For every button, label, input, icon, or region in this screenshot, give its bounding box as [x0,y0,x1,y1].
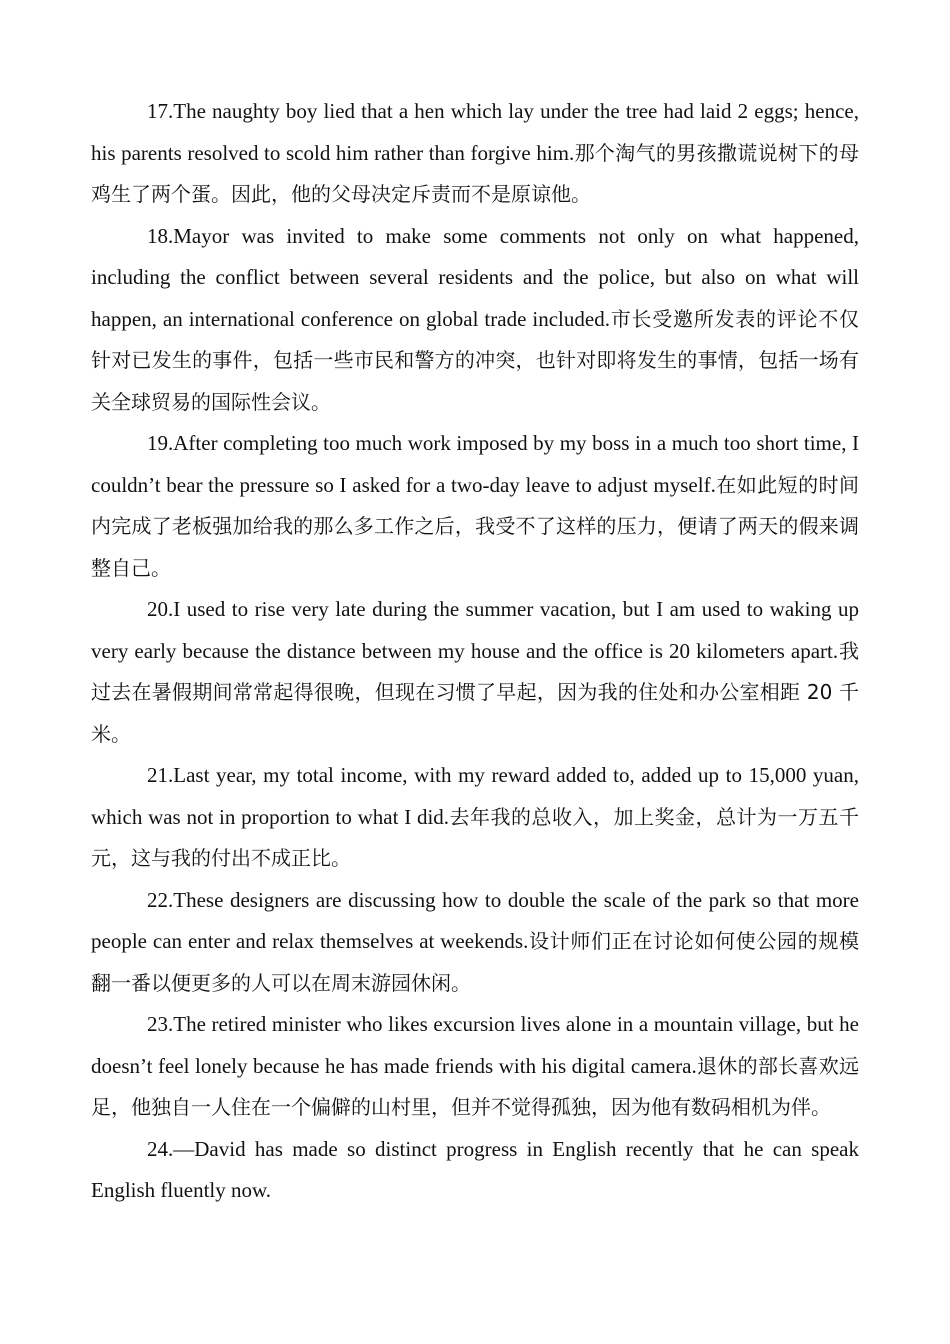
sentence-21 [91,755,859,880]
document-page [91,91,859,1212]
sentence-22 [91,880,859,1005]
sentence-19-english: 19.After completing too much work imposed by my boss in a much too short time, I couldn’t bear the pressure so I asked for a two-day leave to adjust myself. [91,431,859,497]
sentence-21-chinese: 去年我的总收入，加上奖金，总计为一万五千元，这与我的付出不成正比。 [91,804,859,870]
sentence-17-chinese: 那个淘气的男孩撒谎说树下的母鸡生了两个蛋。因此，他的父母决定斥责而不是原谅他。 [91,140,859,206]
sentence-24-english: 24.—David has made so distinct progress in English recently that he can speak English fluently now. [91,1136,859,1202]
sentence-18-english: 18.Mayor was invited to make some comments not only on what happened, including the conflict between several residents and the police, but also on what will happen, an international conference on global trade included. [91,223,859,331]
sentence-19-chinese: 在如此短的时间内完成了老板强加给我的那么多工作之后，我受不了这样的压力，便请了两天的假来调整自己。 [91,472,860,580]
sentence-23 [91,1004,859,1129]
sentence-23-chinese: 退休的部长喜欢远足，他独自一人住在一个偏僻的山村里，但并不觉得孤独，因为他有数码相机为伴。 [91,1053,860,1119]
sentence-22-english: 22.These designers are discussing how to double the scale of the park so that more people can enter and relax themselves at weekends. [91,887,859,953]
sentence-19 [91,423,859,589]
sentence-24 [91,1129,859,1212]
sentence-21-english: 21.Last year, my total income, with my reward added to, added up to 15,000 yuan, which was not in proportion to what I did. [91,763,859,829]
sentence-23-english: 23.The retired minister who likes excursion lives alone in a mountain village, but he doesn’t feel lonely because he has made friends with his digital camera. [91,1012,859,1078]
sentence-22-chinese: 设计师们正在讨论如何使公园的规模翻一番以便更多的人可以在周末游园休闲。 [91,929,860,995]
sentence-17-english: 17.The naughty boy lied that a hen which lay under the tree had laid 2 eggs; hence, his parents resolved to scold him rather than forgive him. [91,99,859,165]
sentence-17 [91,91,859,216]
sentence-20-chinese: 我过去在暑假期间常常起得很晚，但现在习惯了早起，因为我的住处和办公室相距 20 千米。 [91,638,859,746]
sentence-20 [91,589,859,755]
sentence-18-chinese: 市长受邀所发表的评论不仅针对已发生的事件，包括一些市民和警方的冲突，也针对即将发生的事情，包括一场有关全球贸易的国际性会议。 [91,306,859,414]
sentence-20-english: 20.I used to rise very late during the summer vacation, but I am used to waking up very early because the distance between my house and the office is 20 kilometers apart. [91,597,859,663]
sentence-18 [91,216,859,424]
